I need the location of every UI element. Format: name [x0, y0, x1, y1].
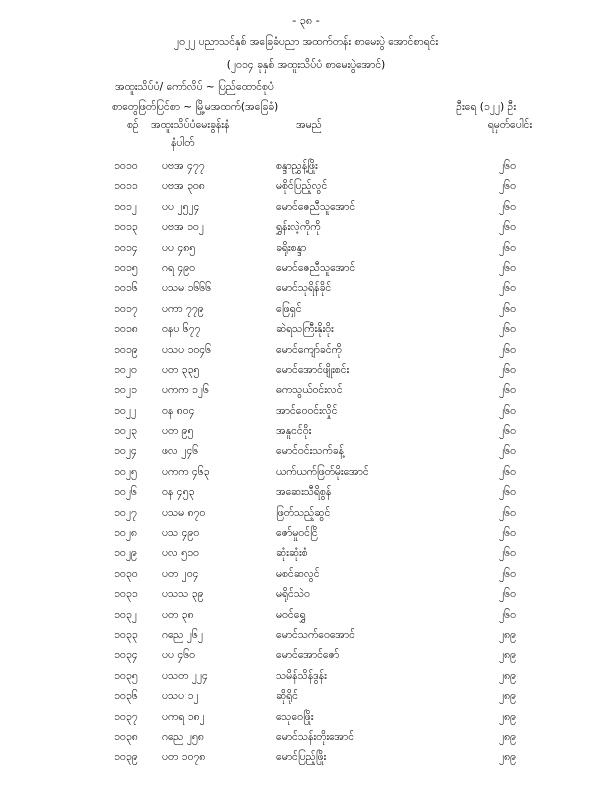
serial-cell: ၁၀၁၇	[114, 302, 138, 315]
serial-cell: ၁၀၁၄	[114, 241, 138, 254]
table-row	[0, 645, 612, 665]
table-row	[0, 380, 612, 400]
roll-cell: ပတ ၃၃၅	[162, 363, 200, 376]
roll-cell: ပသသ ၃၉	[162, 588, 204, 601]
roll-cell: ပသမ ၈၇၀	[162, 506, 206, 519]
marks-cell: ၂၈၉	[498, 690, 516, 703]
marks-cell: ၂၆၀	[499, 261, 516, 274]
roll-cell: ပတ ၁၀၇၈	[162, 751, 206, 764]
name-cell: မောင်ကျော်ခင်ကို	[276, 343, 342, 356]
name-cell: ဆိုရိုင်	[276, 690, 299, 703]
marks-cell: ၂၆၀	[499, 302, 516, 315]
name-cell: ဇော်မှုဝင်ငြိ	[276, 527, 318, 540]
serial-cell: ၁၀၁၂	[114, 200, 137, 213]
serial-cell: ၁၀၃၇	[114, 710, 138, 723]
marks-cell: ၂၆၀	[499, 241, 516, 254]
name-cell: သေုဝေဖြိုး	[276, 710, 314, 723]
marks-cell: ၂၆၀	[499, 486, 516, 499]
roll-cell: ပကက ၄၆၃	[162, 465, 210, 478]
state-line: အထူးသိပ်ပံ/ ကော်လိပ် ~ ပြည်ထောင်စုပံ	[115, 81, 274, 93]
column-header-roll-2: နံပါတ်	[171, 137, 195, 149]
marks-cell: ၂၆၀	[499, 445, 516, 458]
roll-cell: ပဗအ ၄၇၇	[162, 160, 205, 172]
marks-cell: ၂၆၀	[499, 588, 516, 601]
marks-cell: ၂၆၀	[499, 200, 516, 213]
roll-cell: ပလ ၅၁၀	[162, 547, 199, 560]
name-cell: မောင်သန်းတိုးအောင်	[276, 730, 355, 743]
table-row	[0, 625, 612, 645]
table-row	[0, 686, 612, 706]
school-line: စာတွေဖြတ်ပြင်စာ ~ မြို့မအထက်(အခြေခံ)	[112, 101, 279, 113]
marks-cell: ၂၆၀	[499, 425, 516, 438]
serial-cell: ၁၀၁၁	[114, 180, 138, 193]
document-title: ၂၀၂၂ ပညာသင်နှစ် အခြေခံပညာ အထက်တန်း စာမေးပွဲ အောင်စာရင်း	[173, 36, 439, 48]
marks-cell: ၂၈၉	[498, 649, 516, 662]
roll-cell: ဝနပ ၆၇၇	[162, 323, 201, 336]
roll-cell: ပသပ ၁၂	[162, 690, 199, 703]
name-cell: ဖြတ်သည့်ဆွင်	[276, 506, 331, 519]
marks-cell: ၂၆၀	[499, 343, 516, 356]
roll-cell: ပပ ၄၆၀	[162, 649, 196, 662]
table-row	[0, 564, 612, 584]
table-row	[0, 747, 612, 767]
serial-cell: ၁၀၁၆	[114, 282, 138, 295]
table-row	[0, 360, 612, 380]
serial-cell: ၁၀၂၇	[114, 506, 137, 519]
serial-cell: ၁၀၁၃	[114, 221, 138, 234]
roll-cell: ပတ ၂၀၄	[162, 567, 199, 580]
marks-cell: ၂၆၀	[499, 221, 516, 234]
table-row	[0, 217, 612, 237]
marks-cell: ၂၆၀	[499, 506, 516, 519]
name-cell: ယက်ယက်ဖြတ်မိုးအောင်	[276, 465, 369, 478]
serial-cell: ၁၀၂၃	[114, 425, 137, 438]
marks-cell: ၂၈၉	[498, 710, 516, 723]
serial-cell: ၁၀၃၈	[114, 730, 138, 743]
marks-cell: ၂၈၉	[498, 669, 516, 682]
column-header-name: အမည်	[296, 119, 322, 131]
page-number: - ၃၈ -	[292, 14, 320, 27]
serial-cell: ၁၀၁၅	[114, 261, 138, 274]
marks-cell: ၂၆၀	[499, 180, 516, 193]
table-row	[0, 319, 612, 339]
name-cell: မောင်ဝင်းသက်ခန့်	[276, 445, 344, 458]
name-cell: မောင်ပြည့်ဖြိုး	[276, 751, 327, 764]
name-cell: အဆေးသီရိစွန်	[276, 486, 332, 499]
table-row	[0, 421, 612, 441]
roll-cell: ဝန ၄၅၃	[162, 486, 195, 499]
name-cell: မောင်အောင်ဖျိုးစင်း	[276, 363, 350, 376]
marks-cell: ၂၆၀	[499, 404, 516, 417]
roll-cell: ပသပ ၁၀၄၆	[162, 343, 212, 356]
serial-cell: ၁၀၂၁	[114, 384, 137, 397]
serial-cell: ၁၀၃၂	[114, 608, 137, 621]
marks-cell: ၂၈၉	[498, 751, 516, 764]
marks-cell: ၂၈၉	[498, 730, 516, 743]
roll-cell: ဂညေ ၂၅၈	[162, 730, 204, 743]
table-row	[0, 176, 612, 196]
name-cell: ခရိုးစန္ဒာ	[276, 241, 307, 254]
name-cell: မောင်သုရိန်ခိုင်	[276, 282, 332, 295]
marks-cell: ၂၆၀	[499, 547, 516, 560]
roll-cell: ပပ ၄၈၅	[162, 241, 196, 254]
roll-cell: ဂရ ၄၉၀	[162, 261, 196, 274]
name-cell: အာင်ဝေဝင်းလှိုင်	[276, 404, 338, 417]
serial-cell: ၁၀၂၆	[114, 486, 137, 499]
name-cell: မောင်ဇေညီသူအောင်	[276, 200, 356, 213]
name-cell: ဓကသွယ်ဝင်းလင်	[276, 384, 343, 397]
serial-cell: ၁၀၃၉	[114, 751, 138, 764]
name-cell: မောင်သက်ဝေအောင်	[276, 628, 355, 641]
serial-cell: ၁၀၂၀	[114, 363, 137, 376]
serial-cell: ၁၀၃၃	[114, 628, 138, 641]
table-row	[0, 523, 612, 543]
table-row	[0, 197, 612, 217]
roll-cell: ပဗအ ၁၀၂	[162, 221, 204, 234]
roll-cell: ပတ ၉၅	[162, 425, 194, 438]
table-row	[0, 340, 612, 360]
name-cell: မောင်ဇေညီသူအောင်	[276, 261, 356, 274]
name-cell: ဖြေရှင်	[276, 302, 302, 315]
marks-cell: ၂၆၀	[499, 465, 516, 478]
serial-cell: ၁၀၃၅	[114, 669, 138, 682]
roll-cell: ဂညေ ၂၆၂	[162, 628, 204, 641]
roll-cell: ပကရ ၁၈၂	[162, 710, 205, 723]
roll-cell: ပသတ ၂၂၄	[162, 669, 208, 682]
roll-cell: ဝန ၈၀၄	[162, 404, 195, 417]
serial-cell: ၁၀၃၁	[114, 588, 138, 601]
count-line: ဦးရေ (၁၂၂) ဦး	[456, 101, 516, 113]
name-cell: မရိုင်သဲဝ	[276, 588, 310, 601]
marks-cell: ၂၈၉	[498, 628, 516, 641]
serial-cell: ၁၀၁၈	[114, 323, 138, 336]
name-cell: အနူငင်ဝိုး	[276, 425, 312, 438]
roll-cell: ပသ ၄၉၀	[162, 527, 200, 540]
serial-cell: ၁၀၂၅	[114, 465, 137, 478]
name-cell: သမိန်သိန်ဒွန်း	[276, 669, 327, 682]
marks-cell: ၂၆၀	[499, 608, 516, 621]
marks-cell: ၂၆၀	[499, 323, 516, 336]
serial-cell: ၁၀၁၉	[114, 343, 138, 356]
column-header-marks: ရမှတ်ပေါင်း	[487, 119, 532, 131]
roll-cell: ပတ ၃၈	[162, 608, 194, 621]
serial-cell: ၁၀၁၀	[114, 160, 138, 172]
table-row	[0, 462, 612, 482]
marks-cell: ၂၆၀	[499, 527, 516, 540]
serial-cell: ၁၀၃၄	[114, 649, 138, 662]
roll-cell: ပပ ၂၅၂၄	[162, 200, 200, 213]
column-header-roll: အထူးသိပ်ပံမေးခွန်းနံ	[151, 119, 230, 131]
roll-cell: ပဗအ ၃၀၈	[162, 180, 205, 193]
table-row	[0, 258, 612, 278]
table-row	[0, 543, 612, 563]
serial-cell: ၁၀၂၂	[114, 404, 137, 417]
table-row	[0, 605, 612, 625]
roll-cell: ဖလ ၂၄၆	[162, 445, 199, 458]
serial-cell: ၁၀၂၉	[114, 547, 137, 560]
serial-cell: ၁၀၃၀	[114, 567, 138, 580]
table-row	[0, 278, 612, 298]
table-row	[0, 727, 612, 747]
roll-cell: ပသမ ၁၆၆၆	[162, 282, 212, 295]
table-row	[0, 156, 612, 176]
marks-cell: ၂၆၀	[499, 384, 516, 397]
name-cell: မစိုင်ပြည့်လွင်	[276, 180, 328, 193]
roll-cell: ပကက ၁၂၆	[162, 384, 209, 397]
marks-cell: ၂၆၀	[499, 282, 516, 295]
serial-cell: ၁၀၃၆	[114, 690, 138, 703]
table-row	[0, 666, 612, 686]
table-row	[0, 503, 612, 523]
results-table	[0, 156, 612, 768]
column-header-serial: စဉ်	[127, 119, 139, 131]
name-cell: စန္ဒာညွှန့်ဖြိုး	[276, 160, 318, 172]
table-row	[0, 299, 612, 319]
table-row	[0, 441, 612, 461]
marks-cell: ၂၆၀	[499, 567, 516, 580]
marks-cell: ၂၆၀	[499, 160, 516, 172]
serial-cell: ၁၀၂၄	[114, 445, 137, 458]
name-cell: ရွှန်းလဲ့ကိုကို	[276, 221, 321, 234]
name-cell: မောင်အောင်ဇော်	[276, 649, 340, 662]
table-row	[0, 401, 612, 421]
document-subtitle: (၂၀၁၄ ခုနှစ် အထူးသိပ်ပံ စာမေးပွဲအောင်)	[226, 59, 386, 71]
table-row	[0, 238, 612, 258]
name-cell: မစင်ဆလွင်	[276, 567, 320, 580]
table-row	[0, 482, 612, 502]
marks-cell: ၂၆၀	[499, 363, 516, 376]
name-cell: ဆုံးဆုံးစံ	[276, 547, 308, 560]
name-cell: ဆဲရသကြီးနိုးဝိုး	[276, 323, 334, 336]
table-row	[0, 584, 612, 604]
table-row	[0, 707, 612, 727]
name-cell: မဝင်ရွှေ	[276, 608, 306, 621]
serial-cell: ၁၀၂၈	[114, 527, 137, 540]
roll-cell: ပကာ ၇၇၉	[162, 302, 204, 315]
